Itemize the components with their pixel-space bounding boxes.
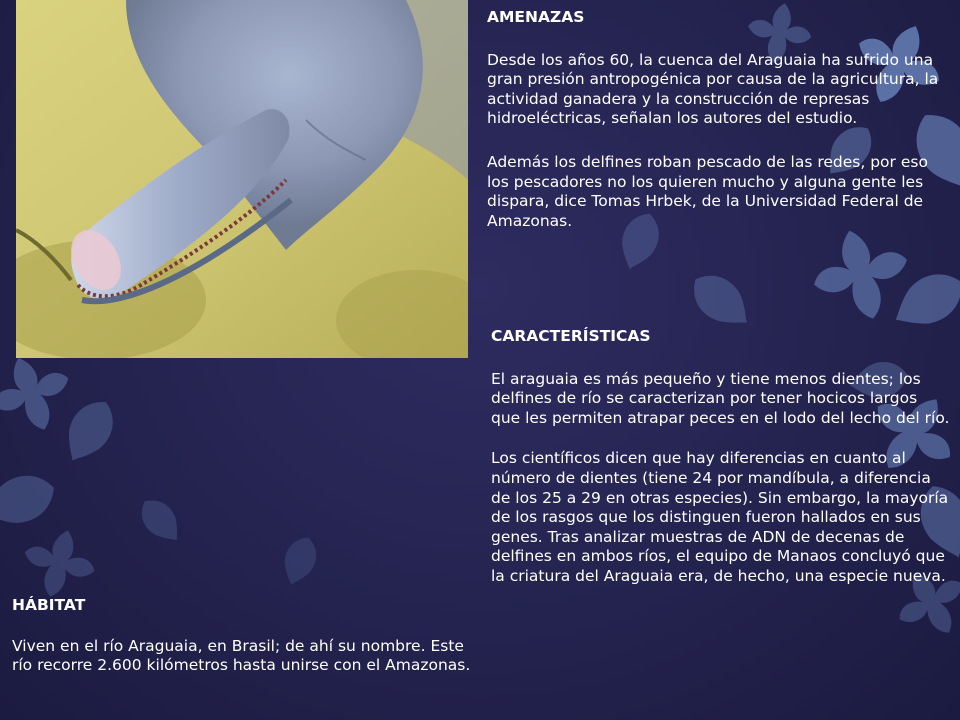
caracteristicas-section [491, 327, 951, 587]
habitat-section [12, 596, 480, 676]
caracteristicas-paragraph-2: Los científicos dicen que hay diferencias en cuanto al número de dientes (tiene 24 por mandíbula, a diferencia de los 25 a 29 en otras especies). Sin embargo, la mayoría de los rasgos que los distinguen fueron hallados en sus genes. Tras analizar muestras de ADN de decenas de delfines en ambos ríos, el equipo de Manaos concluyó que la criatura del Araguaia era, de hecho, una especie nueva. [491, 449, 949, 585]
amenazas-section [487, 8, 949, 231]
amenazas-paragraph-2: Además los delfines roban pescado de las redes, por eso los pescadores no los quieren mucho y alguna gente les dispara, dice Tomas Hrbek, de la Universidad Federal de Amazonas. [487, 152, 928, 230]
leaf-decoration [133, 492, 188, 550]
habitat-paragraph: Viven en el río Araguaia, en Brasil; de ahí su nombre. Este río recorre 2.600 kilómetros hasta unirse con el Amazonas. [12, 636, 471, 675]
amenazas-paragraph-1: Desde los años 60, la cuenca del Araguaia ha sufrido una gran presión antropogénica por causa de la agricultura, la actividad ganadera y la construcción de represas hidroeléctricas, señalan los autores del estudio. [487, 50, 939, 128]
leaf-decoration [277, 532, 322, 590]
leaf-decoration [0, 467, 62, 535]
caracteristicas-title: CARACTERÍSTICAS [491, 327, 651, 345]
leaf-decoration [0, 344, 82, 443]
habitat-title: HÁBITAT [12, 596, 86, 614]
leaf-decoration [15, 521, 102, 606]
amenazas-title: AMENAZAS [487, 8, 585, 26]
leaf-decoration [55, 392, 123, 470]
dolphin-photo [16, 0, 468, 358]
caracteristicas-paragraph-1: El araguaia es más pequeño y tiene menos dientes; los delfines de río se caracterizan por tener hocicos largos que les permiten atrapar peces en el lodo del lecho del río. [491, 369, 950, 427]
